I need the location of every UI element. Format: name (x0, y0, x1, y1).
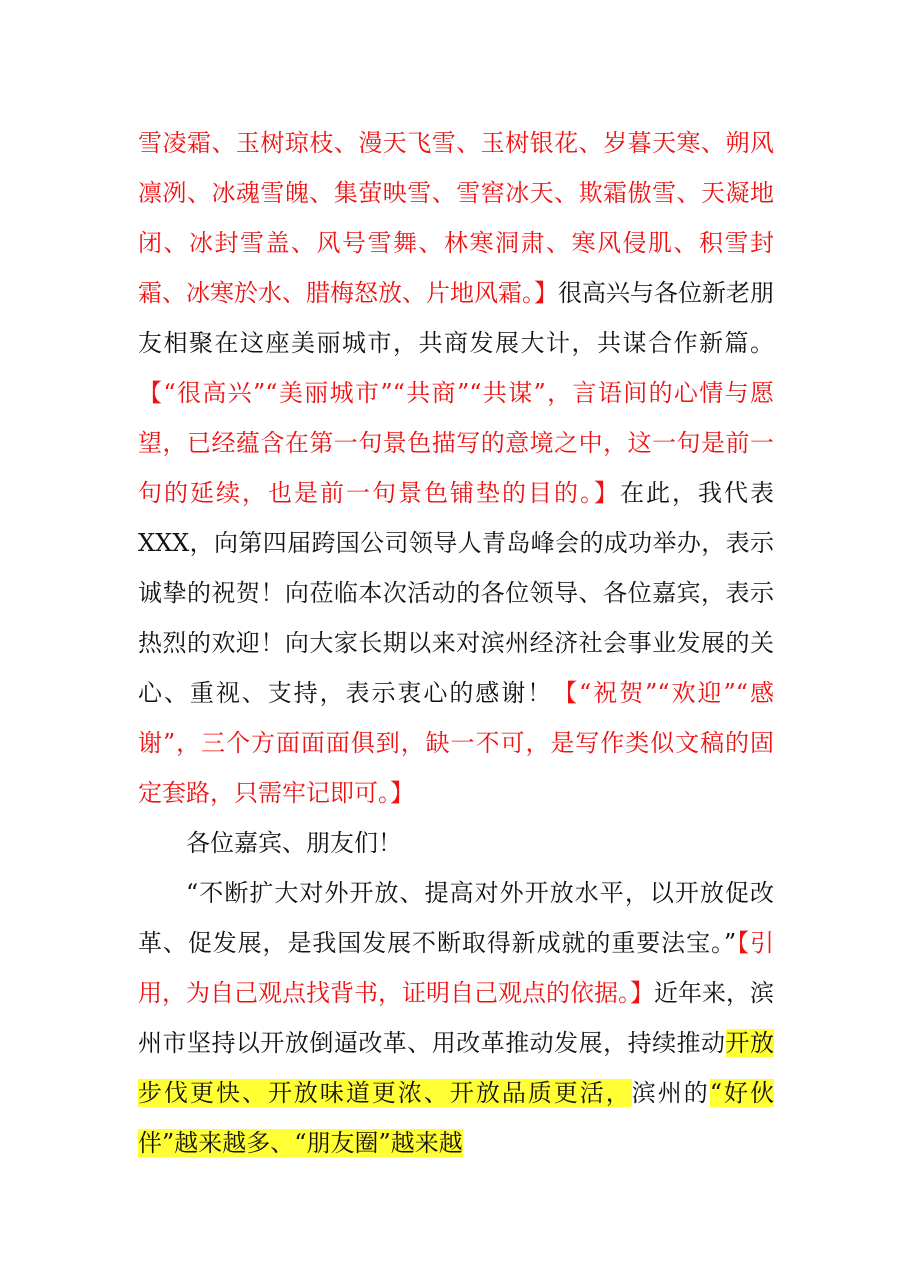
greeting-text: 很高兴与各位新老朋友相聚在这座美丽城市，共商发展大计，共谋合作新篇。 (138, 279, 774, 357)
salutation-text: 各位嘉宾、朋友们！ (186, 829, 402, 857)
annotation-snow-idioms: 雪凌霜、玉树琼枝、漫天飞雪、玉树银花、岁暮天寒、朔风凛冽、冰魂雪魄、集萤映雪、雪窖冰天、欺霜傲雪、天凝地闭、冰封雪盖、风号雪舞、林寒洞肃、寒风侵肌、积雪封霜、冰寒於水、腊梅怒放、片地风霜。】 (138, 129, 774, 307)
annotation-congratulation: 【“祝贺”“欢迎”“感谢”，三个方面面面俱到，缺一不可，是写作类似文稿的固定套路，只需牢记即可。】 (138, 679, 774, 807)
annotation-greeting: 【“很高兴”“美丽城市”“共商”“共谋”，言语间的心情与愿望，已经蕴含在第一句景色描写的意境之中，这一句是前一句的延续，也是前一句景色铺垫的目的。】 (138, 379, 774, 507)
binzhou-text: 近年来，滨州市坚持以开放倒逼改革、用改革推动发展，持续推动 (138, 979, 774, 1057)
paragraph-2 (138, 818, 774, 868)
binzhou-of-text: 滨州的 (631, 1079, 710, 1107)
annotation-quotation: 【引用，为自己观点找背书，证明自己观点的依据。】 (138, 929, 774, 1007)
document-page (138, 118, 774, 1168)
highlight-partners: “好伙伴”越来越多、“朋友圈”越来越 (138, 1079, 774, 1157)
quotation-text: “不断扩大对外开放、提高对外开放水平，以开放促改革、促发展，是我国发展不断取得新成就的重要法宝。” (138, 879, 774, 957)
paragraph-1 (138, 118, 774, 818)
highlight-opening: 开放步伐更快、开放味道更浓、开放品质更活， (138, 1029, 775, 1107)
congratulation-text: 在此，我代表XXX，向第四届跨国公司领导人青岛峰会的成功举办，表示诚挚的祝贺！向莅临本次活动的各位领导、各位嘉宾，表示热烈的欢迎！向大家长期以来对滨州经济社会事业发展的关心、重视、支持，表示衷心的感谢！ (138, 479, 774, 707)
paragraph-3 (138, 868, 774, 1168)
